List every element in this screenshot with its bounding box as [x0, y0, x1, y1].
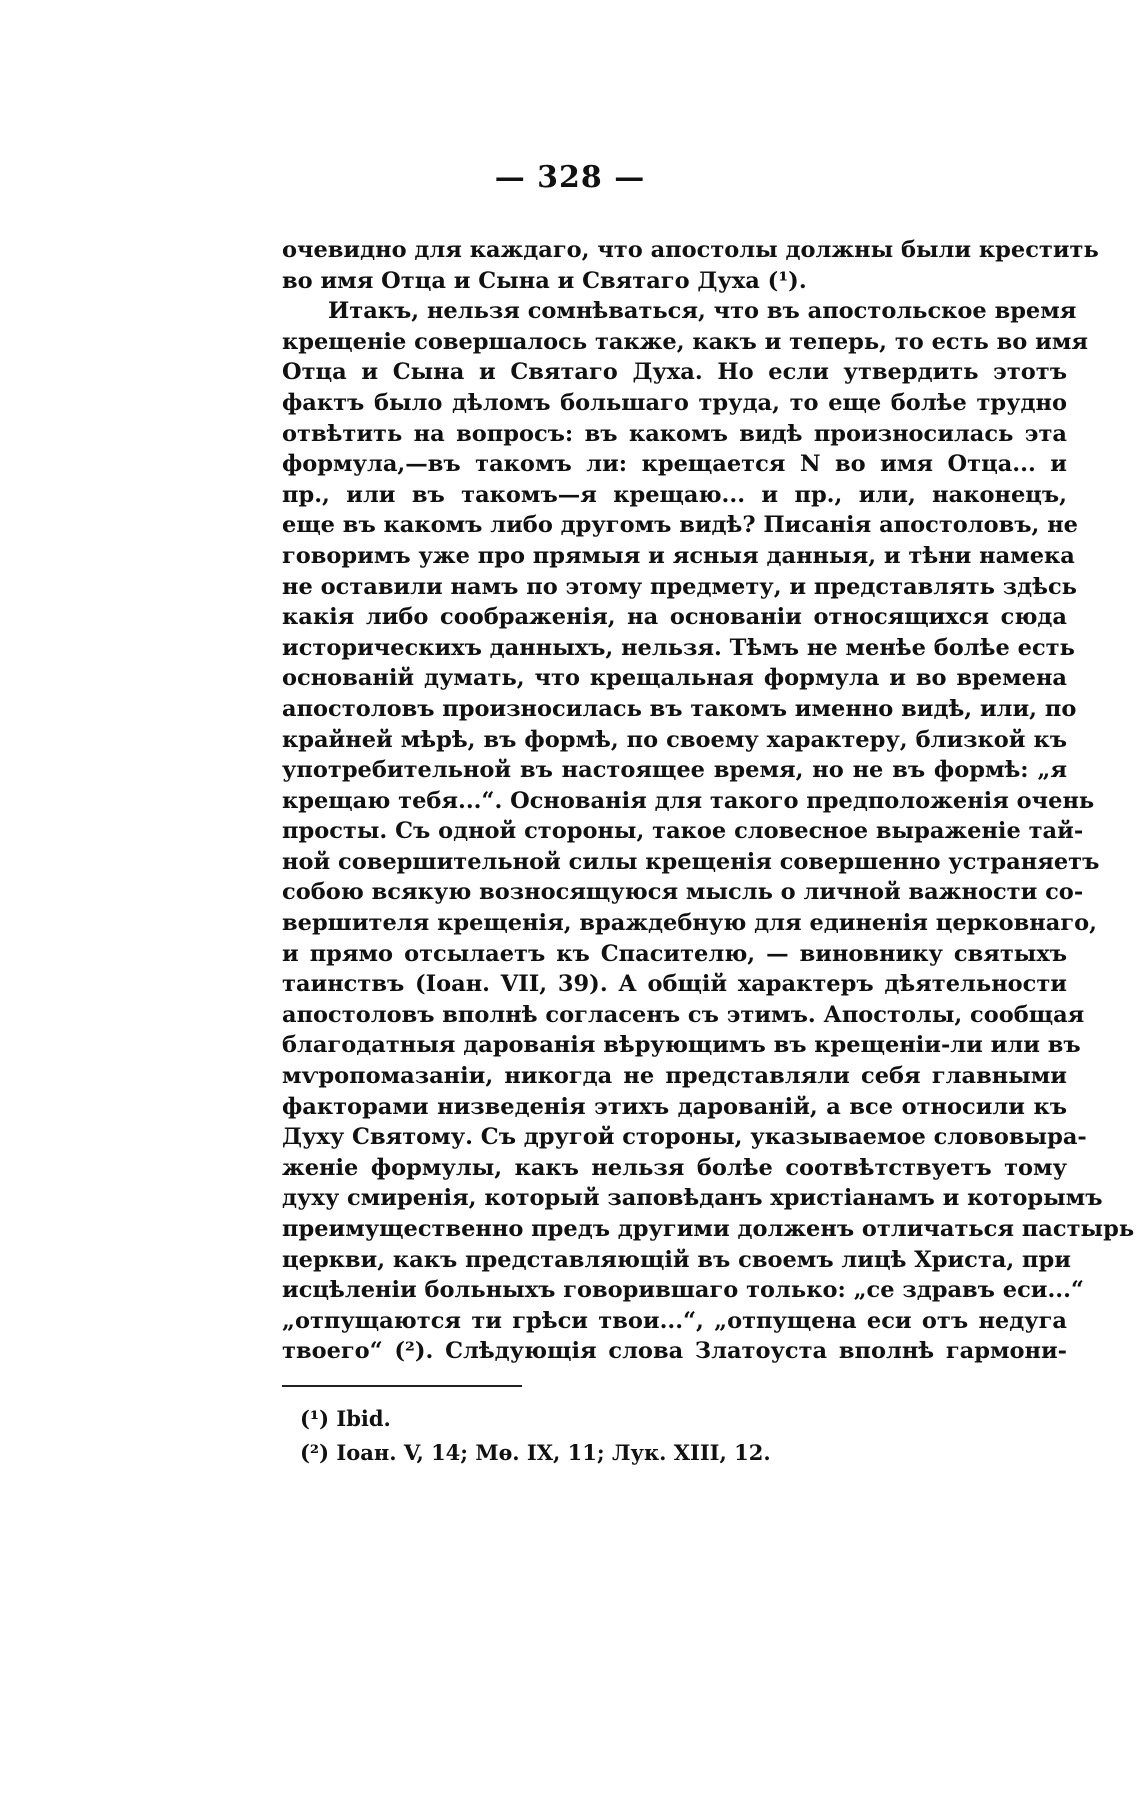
text-line: ной совершительной силы крещенія совершенно устраняетъ	[282, 848, 1100, 875]
text-line: благодатныя дарованія вѣрующимъ въ крещеніи-ли или въ	[282, 1032, 1081, 1059]
text-line: крещеніе совершалось также, какъ и теперь, то есть во имя	[282, 328, 1088, 355]
text-line: формула,—въ такомъ ли: крещается N во имя Отца... и	[282, 451, 1067, 478]
footnote-divider	[282, 1385, 522, 1387]
footnote-mark: (¹)	[300, 1406, 330, 1431]
text-line: просты. Съ одной стороны, такое словесное выраженіе тай-	[282, 818, 1084, 845]
text-line: преимущественно предъ другими долженъ отличаться пастырь	[282, 1216, 1135, 1242]
page-number: — 328 —	[494, 160, 646, 195]
text-line: твоего“ (²). Слѣдующія слова Златоуста вполнѣ гармони-	[282, 1338, 1067, 1365]
text-line: крещаю тебя...“. Основанія для такого предположенія очень	[282, 787, 1095, 814]
text-line: пр., или въ такомъ—я крещаю... и пр., или, наконецъ,	[282, 481, 1067, 508]
text-line: исцѣленіи больныхъ говорившаго только: „се здравъ еси...“	[282, 1277, 1084, 1304]
text-line: во имя Отца и Сына и Святаго Духа (¹).	[282, 267, 807, 294]
footnote-text: Іоан. V, 14; Мѳ. IX, 11; Лук. XIII, 12.	[336, 1440, 771, 1465]
text-line: апостоловъ вполнѣ согласенъ съ этимъ. Апостолы, сообщая	[282, 1001, 1085, 1028]
text-line: церкви, какъ представляющій въ своемъ лицѣ Христа, при	[282, 1246, 1071, 1273]
text-line: факторами низведенія этихъ дарованій, а все относили къ	[282, 1093, 1067, 1120]
text-line: не оставили намъ по этому предмету, и представлять здѣсь	[282, 573, 1077, 600]
text-line: апостоловъ произносилась въ такомъ именно видѣ, или, по	[282, 695, 1077, 722]
text-line: духу смиренія, который заповѣданъ христіанамъ и которымъ	[282, 1185, 1103, 1212]
footnotes	[300, 1402, 900, 1470]
text-line: крайней мѣрѣ, въ формѣ, по своему характеру, близкой къ	[282, 726, 1067, 753]
footnote-text: Ibid.	[336, 1406, 391, 1431]
text-line: говоримъ уже про прямыя и ясныя данныя, и тѣни намека	[282, 542, 1075, 569]
text-line: мѵропомазаніи, никогда не представляли себя главными	[282, 1063, 1067, 1090]
text-line: собою всякую возносящуюся мысль о личной важности со-	[282, 879, 1084, 906]
text-line: еще въ какомъ либо другомъ видѣ? Писанія апостоловъ, не	[282, 512, 1078, 539]
text-line: историческихъ данныхъ, нельзя. Тѣмъ не менѣе болѣе есть	[282, 634, 1075, 661]
text-line: женіе формулы, какъ нельзя болѣе соотвѣтствуетъ тому	[282, 1154, 1067, 1181]
footnote-2	[300, 1436, 900, 1470]
text-line: Духу Святому. Съ другой стороны, указываемое слововыра-	[282, 1124, 1087, 1151]
text-line: какія либо соображенія, на основаніи относящихся сюда	[282, 604, 1067, 631]
text-line: основаній думать, что крещальная формула и во времена	[282, 665, 1067, 692]
body-text	[282, 235, 1135, 1367]
text-line: и прямо отсылаетъ къ Спасителю, — виновнику святыхъ	[282, 940, 1067, 967]
footnote-mark: (²)	[300, 1440, 330, 1465]
text-line: таинствъ (Іоан. VII, 39). А общій характеръ дѣятельности	[282, 971, 1067, 998]
text-line: очевидно для каждаго, что апостолы должны были крестить	[282, 237, 1099, 263]
text-line: фактъ было дѣломъ большаго труда, то еще болѣе трудно	[282, 389, 1067, 416]
text-line: отвѣтить на вопросъ: въ какомъ видѣ произносилась эта	[282, 420, 1067, 447]
text-line: „отпущаются ти грѣси твои...“, „отпущена еси отъ недуга	[282, 1307, 1067, 1334]
text-line: Итакъ, нельзя сомнѣваться, что въ апостольское время	[328, 298, 1077, 325]
text-line: вершителя крещенія, враждебную для единенія церковнаго,	[282, 910, 1097, 937]
footnote-1	[300, 1402, 900, 1436]
text-line: Отца и Сына и Святаго Духа. Но если утвердить этотъ	[282, 359, 1067, 386]
text-line: употребительной въ настоящее время, но не въ формѣ: „я	[282, 757, 1067, 784]
